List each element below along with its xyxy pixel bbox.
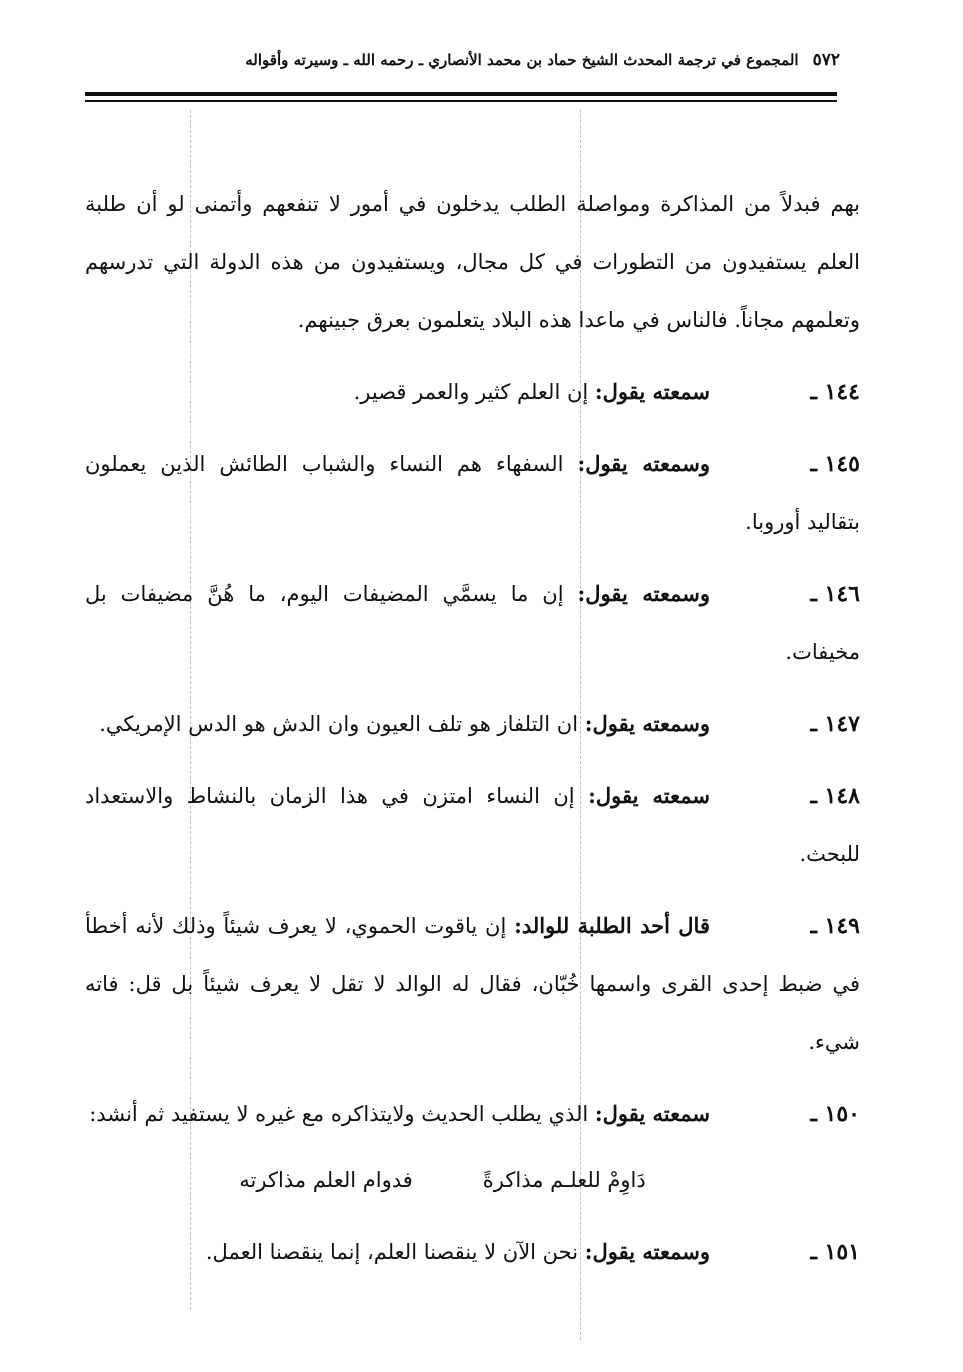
poem-hemistich-first: دَاوِمْ للعلـم مذاكرةً [482,1168,646,1192]
item-lead: قال أحد الطلبة للوالد: [514,913,710,938]
item-text [85,565,860,681]
item-body: الذي يطلب الحديث ولايتذاكره مع غيره لا يستفيد ثم أنشد: [89,1102,595,1126]
header-rule-thick [85,92,837,96]
item-text [85,1223,860,1281]
item-number: ١٤٥ ـ [810,451,860,477]
item-body: إن النساء امتزن في هذا الزمان بالنشاط والاستعداد للبحث. [85,784,860,866]
page-number: ٥٧٢ [812,50,840,70]
saying-item [85,565,860,681]
page-body [85,175,860,1281]
item-text [85,1085,860,1143]
item-body: نحن الآن لا ينقصنا العلم، إنما ينقصنا العمل. [205,1240,585,1264]
item-text [85,435,860,551]
saying-item [85,767,860,883]
item-number: ١٤٤ ـ [810,379,860,405]
item-number: ١٥٠ ـ [810,1101,860,1127]
saying-item [85,1085,860,1143]
item-lead: وسمعته يقول: [584,1239,710,1264]
saying-item [85,695,860,753]
saying-item [85,363,860,421]
poem-verse [85,1151,860,1209]
item-number: ١٤٨ ـ [810,783,860,809]
running-header [180,42,840,78]
item-body: السفهاء هم النساء والشباب الطائش الذين يعملون بتقاليد أوروبا. [85,452,860,534]
item-body: ان التلفاز هو تلف العيون وان الدش هو الدس الإمريكي. [99,712,585,736]
item-lead: وسمعته يقول: [577,581,710,606]
item-body: إن العلم كثير والعمر قصير. [353,380,595,404]
item-lead: سمعته يقول: [594,379,710,404]
header-rule-thin [85,100,837,102]
item-text [85,767,860,883]
item-body: إن ما يسمَّي المضيفات اليوم، ما هُنَّ مضيفات بل مخيفات. [85,582,860,664]
item-number: ١٤٩ ـ [810,913,860,939]
poem-hemistich-second: فدوام العلم مذاكرته [239,1168,413,1192]
item-lead: سمعته يقول: [594,1101,710,1126]
item-lead: وسمعته يقول: [584,711,710,736]
running-title: المجموع في ترجمة المحدث الشيخ حماد بن محمد الأنصاري ـ رحمه الله ـ وسيرته وأقواله [245,51,799,69]
item-lead: سمعته يقول: [588,783,710,808]
item-lead: وسمعته يقول: [577,451,710,476]
item-text [85,897,860,1071]
saying-item [85,897,860,1071]
item-number: ١٤٦ ـ [810,581,860,607]
opening-paragraph: بهم فبدلاً من المذاكرة ومواصلة الطلب يدخلون في أمور لا تنفعهم وأتمنى لو أن طلبة العلم يستفيدون من التطورات في كل مجال، ويستفيدون من هذه الدولة التي تدرسهم وتعلمهم مجاناً. فالناس في ماعدا هذه البلاد يتعلمون بعرق جبينهم. [85,192,860,332]
item-body: إن ياقوت الحموي، لا يعرف شيئاً وذلك لأنه أخطأ في ضبط إحدى القرى واسمها خُبّان، فقال له الوالد لا تقل لا يعرف شيئاً بل قل: فاته شيء. [85,914,860,1054]
item-text [85,695,860,753]
item-number: ١٤٧ ـ [810,711,860,737]
saying-item [85,1223,860,1281]
item-text [85,363,860,421]
item-number: ١٥١ ـ [810,1239,860,1265]
saying-item [85,435,860,551]
